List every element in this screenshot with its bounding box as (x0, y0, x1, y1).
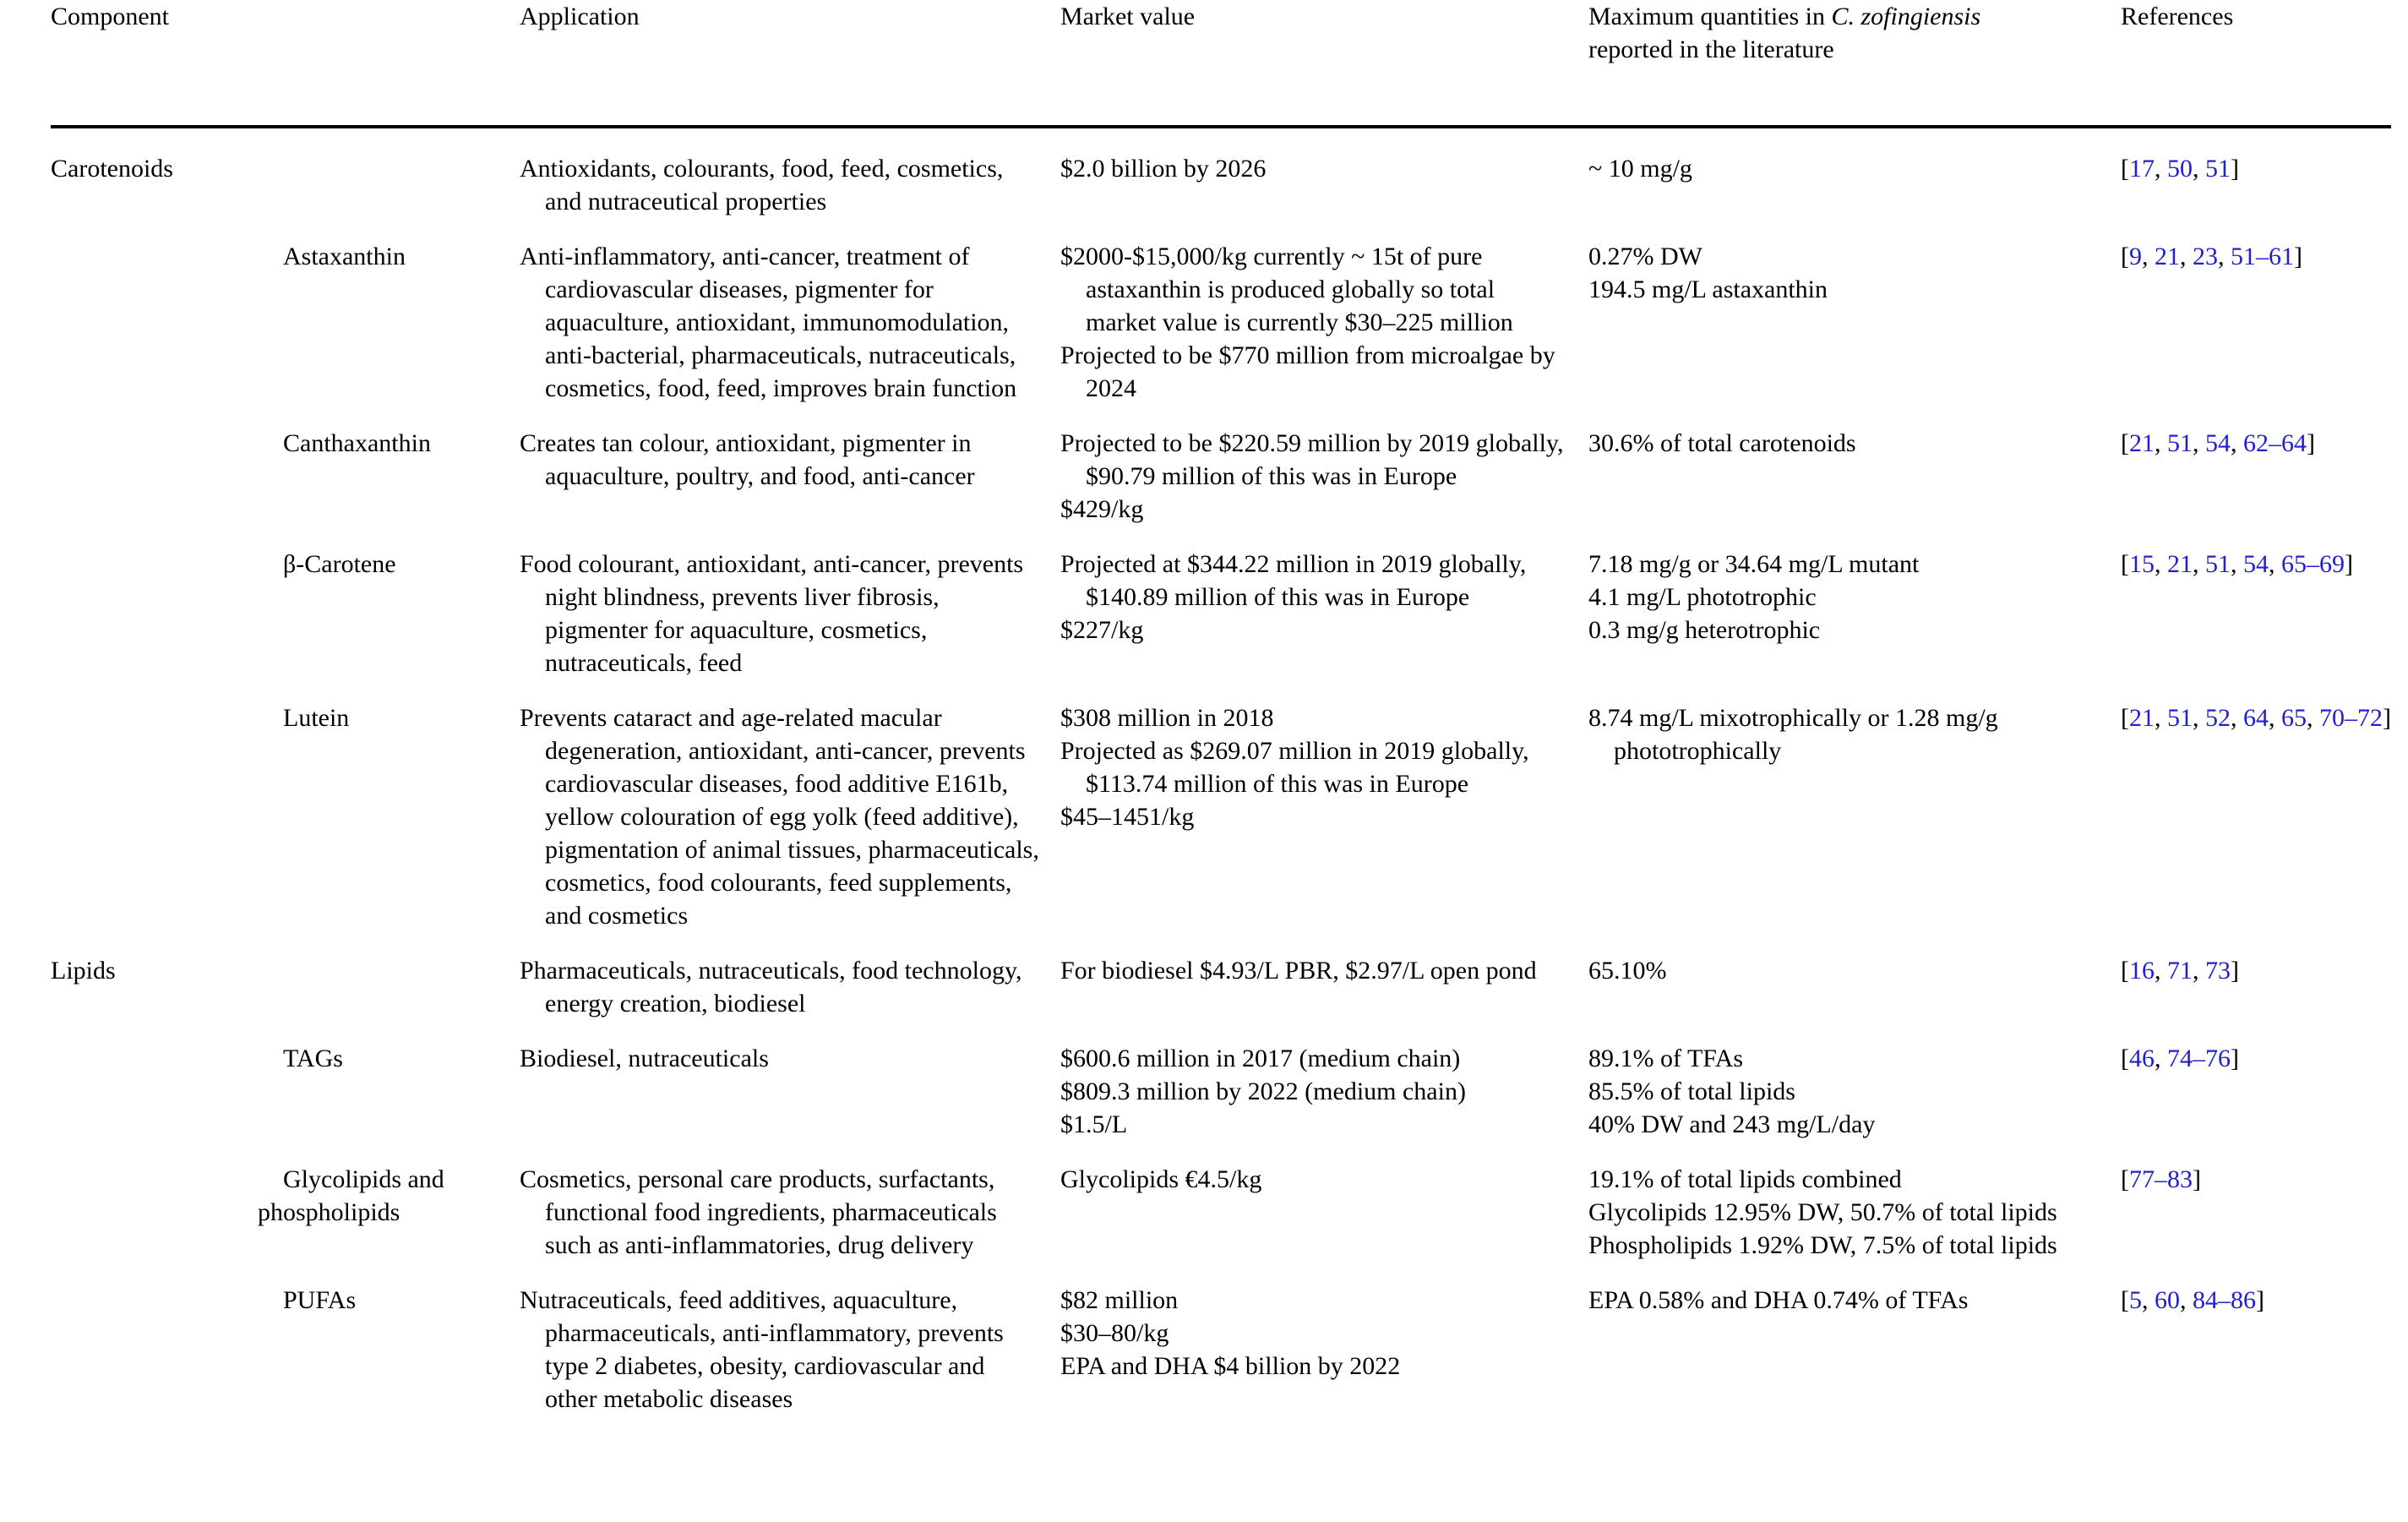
cell-max-quantities (1588, 1042, 2121, 1141)
cell-application: Food colourant, antioxidant, anti-cancer, prevents night blindness, prevents liver fibrosis, pigmenter for aquaculture, cosmetics, nutraceuticals, feed (520, 550, 1024, 677)
reference-link[interactable]: 50 (2167, 155, 2193, 183)
table-row (51, 427, 2391, 526)
cell-max-quantities (1588, 240, 2121, 405)
cell-application: Creates tan colour, antioxidant, pigmenter in aquaculture, poultry, and food, anti-cancer (520, 429, 975, 490)
row-spacer (51, 526, 2391, 548)
table-row (51, 1284, 2391, 1416)
cell-line: $600.6 million in 2017 (medium chain) (1060, 1045, 1461, 1072)
cell-line: $308 million in 2018 (1060, 704, 1274, 732)
cell-max-quantities (1588, 1163, 2121, 1262)
reference-link[interactable]: 71 (2167, 957, 2193, 985)
cell-line: For biodiesel $4.93/L PBR, $2.97/L open pond (1060, 957, 1537, 985)
cell-subcomponent (258, 701, 520, 932)
cell-line: 65.10% (1588, 957, 1667, 985)
reference-link[interactable]: 5 (2129, 1286, 2142, 1314)
cell-line: EPA and DHA $4 billion by 2022 (1060, 1352, 1401, 1380)
reference-link[interactable]: 62–64 (2243, 429, 2307, 457)
cell-market-value (1060, 1284, 1588, 1416)
cell-line: 8.74 mg/L mixotrophically or 1.28 mg/g phototrophically (1588, 704, 1998, 765)
column-header-application: Application (520, 3, 640, 30)
reference-link[interactable]: 70–72 (2319, 704, 2383, 732)
cell-market-value (1060, 427, 1588, 526)
row-spacer (51, 1262, 2391, 1284)
table-row (51, 128, 2391, 218)
cell-subcomponent (258, 1284, 520, 1416)
cell-market-value (1060, 1042, 1588, 1141)
cell-subcomponent (258, 1042, 520, 1141)
cell-market-value (1060, 954, 1588, 1020)
cell-line: 7.18 mg/g or 34.64 mg/L mutant (1588, 550, 1920, 578)
reference-link[interactable]: 51 (2167, 704, 2193, 732)
cell-line: Glycolipids 12.95% DW, 50.7% of total lipids (1588, 1198, 2057, 1226)
cell-component (51, 548, 258, 679)
reference-link[interactable]: 51 (2205, 155, 2231, 183)
reference-link[interactable]: 21 (2155, 243, 2180, 270)
reference-link[interactable]: 65–69 (2281, 550, 2345, 578)
row-spacer (51, 1141, 2391, 1163)
cell-component (51, 701, 258, 932)
cell-line: $2000-$15,000/kg currently ~ 15t of pure astaxanthin is produced globally so total market value is currently $30–225 million (1060, 243, 1513, 336)
row-spacer (51, 679, 2391, 701)
subcomponent-label: β-Carotene (283, 550, 396, 578)
reference-link[interactable]: 23 (2193, 243, 2218, 270)
reference-link[interactable]: 73 (2205, 957, 2231, 985)
table-body (51, 128, 2391, 1416)
cell-component (51, 1042, 258, 1141)
column-header-component: Component (51, 3, 169, 30)
cell-market-value (1060, 548, 1588, 679)
column-header-market-value: Market value (1060, 3, 1196, 30)
reference-link[interactable]: 21 (2129, 429, 2155, 457)
cell-line: 0.3 mg/g heterotrophic (1588, 616, 1821, 644)
reference-link[interactable]: 15 (2129, 550, 2155, 578)
cell-line: Projected to be $220.59 million by 2019 globally, $90.79 million of this was in Europe (1060, 429, 1564, 490)
subcomponent-label: PUFAs (283, 1286, 357, 1314)
cell-max-quantities (1588, 1284, 2121, 1416)
cell-references[interactable]: [9, 21, 23, 51–61] (2121, 243, 2302, 270)
cell-line: ~ 10 mg/g (1588, 155, 1692, 183)
cell-max-quantities (1588, 954, 2121, 1020)
table-row (51, 954, 2391, 1020)
species-name-italic: C. zofingiensis (1831, 3, 1981, 30)
cell-line: $227/kg (1060, 616, 1144, 644)
cell-references[interactable]: [17, 50, 51] (2121, 155, 2239, 183)
cell-line: 4.1 mg/L phototrophic (1588, 583, 1817, 611)
cell-subcomponent (258, 548, 520, 679)
reference-link[interactable]: 74–76 (2167, 1045, 2231, 1072)
component-label: Carotenoids (51, 155, 173, 183)
cell-references[interactable]: [21, 51, 52, 64, 65, 70–72] (2121, 704, 2391, 732)
reference-link[interactable]: 16 (2129, 957, 2155, 985)
reference-link[interactable]: 65 (2281, 704, 2307, 732)
column-header-max-quantities (1588, 0, 2121, 125)
reference-link[interactable]: 84–86 (2193, 1286, 2256, 1314)
row-spacer (51, 218, 2391, 240)
cell-subcomponent (258, 240, 520, 405)
cell-application: Antioxidants, colourants, food, feed, cosmetics, and nutraceutical properties (520, 155, 1004, 215)
cell-line: 0.27% DW (1588, 243, 1702, 270)
cell-references[interactable]: [15, 21, 51, 54, 65–69] (2121, 550, 2353, 578)
cell-application: Nutraceuticals, feed additives, aquaculture, pharmaceuticals, anti-inflammatory, prevents type 2 diabetes, obesity, cardiovascular and other metabolic diseases (520, 1286, 1004, 1413)
cell-application: Prevents cataract and age-related macular degeneration, antioxidant, anti-cancer, prevents cardiovascular diseases, food additive E161b, yellow colouration of egg yolk (feed additive), pigmentation of animal tissues, pharmaceuticals, cosmetics, food colourants, feed supplements, and cosmetics (520, 704, 1039, 930)
reference-link[interactable]: 51–61 (2231, 243, 2294, 270)
cell-market-value (1060, 240, 1588, 405)
cell-subcomponent (258, 954, 520, 1020)
subcomponent-label: Canthaxanthin (283, 429, 431, 457)
cell-line: $1.5/L (1060, 1110, 1128, 1138)
reference-link[interactable]: 51 (2205, 550, 2231, 578)
cell-component (51, 1284, 258, 1416)
cell-line: $809.3 million by 2022 (medium chain) (1060, 1077, 1466, 1105)
cell-line: Glycolipids €4.5/kg (1060, 1165, 1262, 1193)
cell-max-quantities (1588, 427, 2121, 526)
reference-link[interactable]: 54 (2243, 550, 2269, 578)
row-spacer (51, 932, 2391, 954)
cell-market-value (1060, 701, 1588, 932)
cell-market-value (1060, 1163, 1588, 1262)
subcomponent-label: Astaxanthin (283, 243, 406, 270)
cell-application: Cosmetics, personal care products, surfactants, functional food ingredients, pharmaceuticals such as anti-inflammatories, drug delivery (520, 1165, 997, 1259)
table-row (51, 1163, 2391, 1262)
cell-references[interactable]: [16, 71, 73] (2121, 957, 2239, 985)
max-quantities-label-text: Maximum quantities in (1588, 3, 1832, 30)
cell-line: 19.1% of total lipids combined (1588, 1165, 1902, 1193)
cell-line: 40% DW and 243 mg/L/day (1588, 1110, 1876, 1138)
cell-component (51, 427, 258, 526)
reference-link[interactable]: 77–83 (2129, 1165, 2193, 1193)
reference-link[interactable]: 21 (2129, 704, 2155, 732)
subcomponent-label: TAGs (283, 1045, 343, 1072)
cell-line: 85.5% of total lipids (1588, 1077, 1795, 1105)
row-spacer (51, 405, 2391, 427)
reference-link[interactable]: 60 (2155, 1286, 2180, 1314)
reference-link[interactable]: 54 (2205, 429, 2231, 457)
cell-line: $2.0 billion by 2026 (1060, 155, 1267, 183)
cell-line: 89.1% of TFAs (1588, 1045, 1744, 1072)
cell-component (51, 240, 258, 405)
cell-line: 194.5 mg/L astaxanthin (1588, 275, 1828, 303)
cell-subcomponent (258, 128, 520, 218)
cell-component (51, 954, 258, 1020)
cell-line: Phospholipids 1.92% DW, 7.5% of total lipids (1588, 1231, 2057, 1259)
cell-max-quantities (1588, 128, 2121, 218)
cell-line: Projected as $269.07 million in 2019 globally, $113.74 million of this was in Europe (1060, 737, 1529, 798)
cell-max-quantities (1588, 548, 2121, 679)
table-row (51, 701, 2391, 932)
cell-application: Pharmaceuticals, nutraceuticals, food technology, energy creation, biodiesel (520, 957, 1022, 1017)
cell-subcomponent (258, 1163, 520, 1262)
reference-link[interactable]: 17 (2129, 155, 2155, 183)
cell-application: Biodiesel, nutraceuticals (520, 1045, 769, 1072)
cell-line: EPA 0.58% and DHA 0.74% of TFAs (1588, 1286, 1969, 1314)
max-quantities-label-line2: reported in the literature (1588, 35, 1834, 63)
reference-link[interactable]: 21 (2167, 550, 2193, 578)
component-label: Lipids (51, 957, 116, 985)
subcomponent-label: Lutein (283, 704, 350, 732)
cell-line: Projected to be $770 million from microalgae by 2024 (1060, 341, 1555, 402)
cell-references[interactable]: [77–83] (2121, 1165, 2201, 1193)
reference-link[interactable]: 64 (2243, 704, 2269, 732)
column-header-references: References (2121, 3, 2234, 30)
subcomponent-label: Glycolipids and phospholipids (258, 1165, 444, 1226)
cell-line: Projected at $344.22 million in 2019 globally, $140.89 million of this was in Europe (1060, 550, 1527, 611)
reference-link[interactable]: 51 (2167, 429, 2193, 457)
cell-line: 30.6% of total carotenoids (1588, 429, 1856, 457)
cell-references[interactable]: [5, 60, 84–86] (2121, 1286, 2264, 1314)
cell-references[interactable]: [21, 51, 54, 62–64] (2121, 429, 2315, 457)
table-row (51, 240, 2391, 405)
reference-link[interactable]: 46 (2129, 1045, 2155, 1072)
cell-subcomponent (258, 427, 520, 526)
cell-line: $45–1451/kg (1060, 803, 1195, 831)
cell-component (51, 128, 258, 218)
table-row (51, 548, 2391, 679)
cell-component (51, 1163, 258, 1262)
table-row (51, 1042, 2391, 1141)
cell-references[interactable]: [46, 74–76] (2121, 1045, 2239, 1072)
row-spacer (51, 1020, 2391, 1042)
cell-application: Anti-inflammatory, anti-cancer, treatment of cardiovascular diseases, pigmenter for aquaculture, antioxidant, immunomodulation, anti-bacterial, pharmaceuticals, nutraceuticals, cosmetics, food, feed, improves brain function (520, 243, 1017, 402)
table-header (51, 0, 2391, 128)
product-applications-table (51, 0, 2391, 1416)
reference-link[interactable]: 52 (2205, 704, 2231, 732)
cell-line: $429/kg (1060, 495, 1144, 523)
cell-market-value (1060, 128, 1588, 218)
reference-link[interactable]: 9 (2129, 243, 2142, 270)
cell-line: $30–80/kg (1060, 1319, 1169, 1347)
cell-line: $82 million (1060, 1286, 1179, 1314)
cell-max-quantities (1588, 701, 2121, 932)
